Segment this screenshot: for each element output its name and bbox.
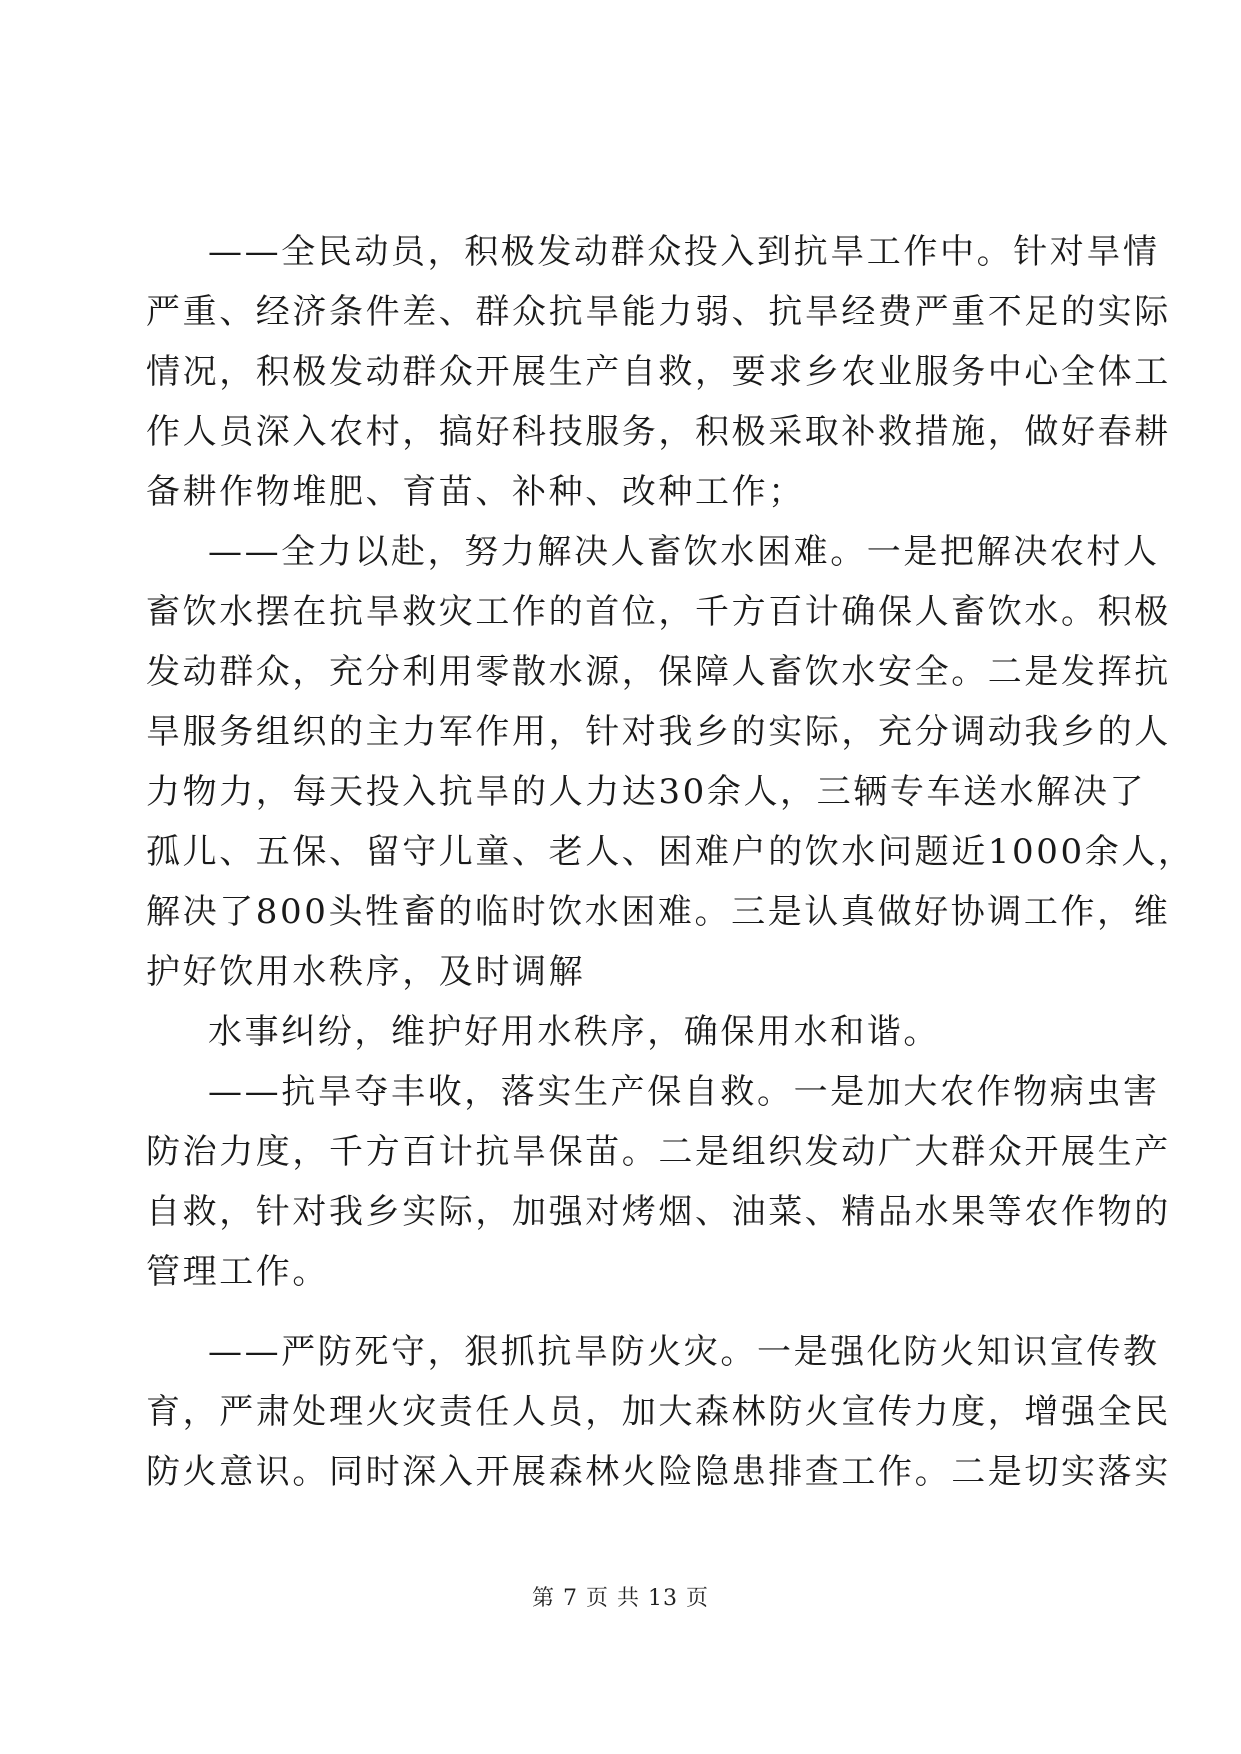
text-line: 育，严肃处理火灾责任人员，加大森林防火宣传力度，增强全民 (146, 1392, 1171, 1432)
text-line: 孤儿、五保、留守儿童、老人、困难户的饮水问题近1000余人， (146, 832, 1195, 872)
text-line: 防治力度，千方百计抗旱保苗。二是组织发动广大群众开展生产 (146, 1132, 1171, 1172)
page-number-footer: 第 7 页 共 13 页 (532, 1586, 709, 1611)
text-line: ——严防死守，狠抓抗旱防火灾。一是强化防火知识宣传教 (208, 1332, 1160, 1372)
text-line: 畜饮水摆在抗旱救灾工作的首位，千方百计确保人畜饮水。积极 (146, 592, 1171, 632)
text-line: 力物力，每天投入抗旱的人力达30余人，三辆专车送水解决了 (146, 772, 1147, 812)
text-line: 水事纠纷，维护好用水秩序，确保用水和谐。 (208, 1012, 940, 1052)
text-line: ——抗旱夺丰收，落实生产保自救。一是加大农作物病虫害 (208, 1072, 1160, 1112)
text-line: ——全民动员，积极发动群众投入到抗旱工作中。针对旱情 (208, 232, 1160, 272)
text-line: 作人员深入农村，搞好科技服务，积极采取补救措施，做好春耕 (146, 412, 1171, 452)
text-line: 解决了800头牲畜的临时饮水困难。三是认真做好协调工作，维 (146, 892, 1171, 932)
text-line: ——全力以赴，努力解决人畜饮水困难。一是把解决农村人 (208, 532, 1160, 572)
text-line: 情况，积极发动群众开展生产自救，要求乡农业服务中心全体工 (146, 352, 1171, 392)
text-line: 管理工作。 (146, 1252, 329, 1292)
text-line: 护好饮用水秩序，及时调解 (146, 952, 586, 992)
text-line: 防火意识。同时深入开展森林火险隐患排查工作。二是切实落实 (146, 1452, 1171, 1492)
text-line: 自救，针对我乡实际，加强对烤烟、油菜、精品水果等农作物的 (146, 1192, 1171, 1232)
text-line: 备耕作物堆肥、育苗、补种、改种工作； (146, 472, 805, 512)
text-line: 严重、经济条件差、群众抗旱能力弱、抗旱经费严重不足的实际 (146, 292, 1171, 332)
text-line: 发动群众，充分利用零散水源，保障人畜饮水安全。二是发挥抗 (146, 652, 1171, 692)
text-line: 旱服务组织的主力军作用，针对我乡的实际，充分调动我乡的人 (146, 712, 1171, 752)
